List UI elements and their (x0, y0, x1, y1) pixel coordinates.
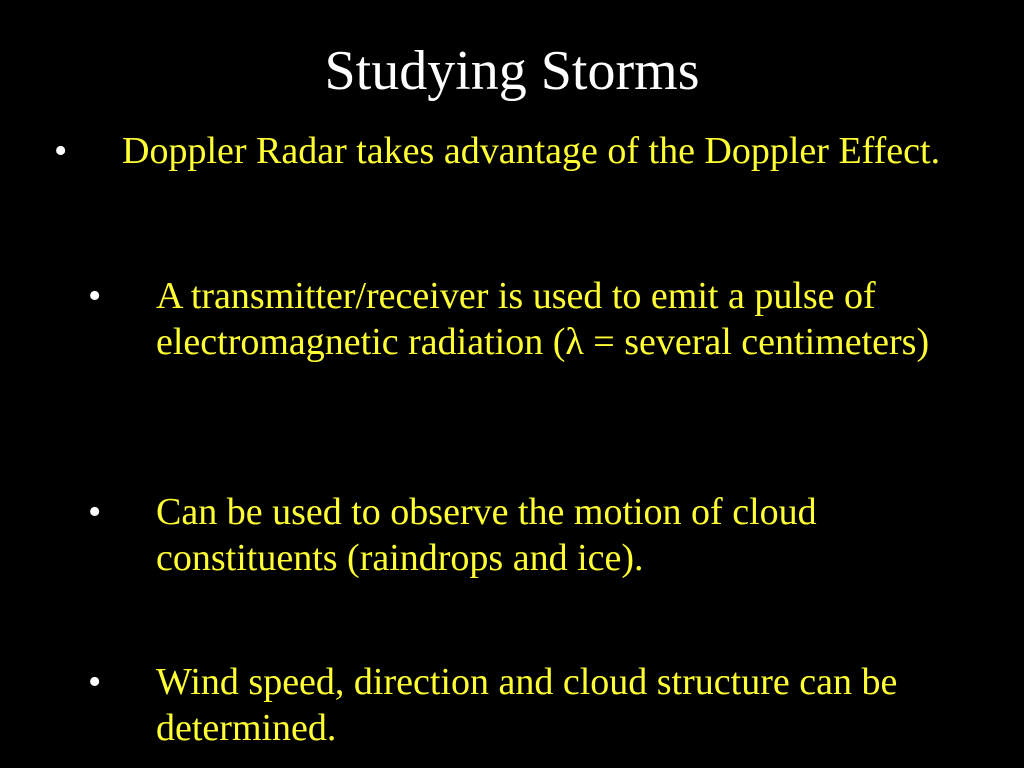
bullet-marker: • (54, 130, 68, 172)
bullet-marker: • (88, 275, 102, 317)
bullet-text: Wind speed, direction and cloud structure can be determined. (156, 661, 898, 749)
bullet-item-wind-speed (88, 659, 986, 751)
bullet-marker: • (88, 491, 102, 533)
slide-title: Studying Storms (324, 40, 700, 102)
bullet-text: Can be used to observe the motion of cloud constituents (raindrops and ice). (156, 491, 817, 579)
bullet-text: Doppler Radar takes advantage of the Doppler Effect. (122, 130, 941, 172)
bullet-item-doppler-radar (54, 128, 992, 174)
bullet-text: A transmitter/receiver is used to emit a pulse of electromagnetic radiation (λ = several centimeters) (156, 275, 930, 363)
bullet-item-cloud-motion (88, 489, 986, 581)
bullet-marker: • (88, 661, 102, 703)
bullet-item-transmitter (88, 273, 986, 365)
